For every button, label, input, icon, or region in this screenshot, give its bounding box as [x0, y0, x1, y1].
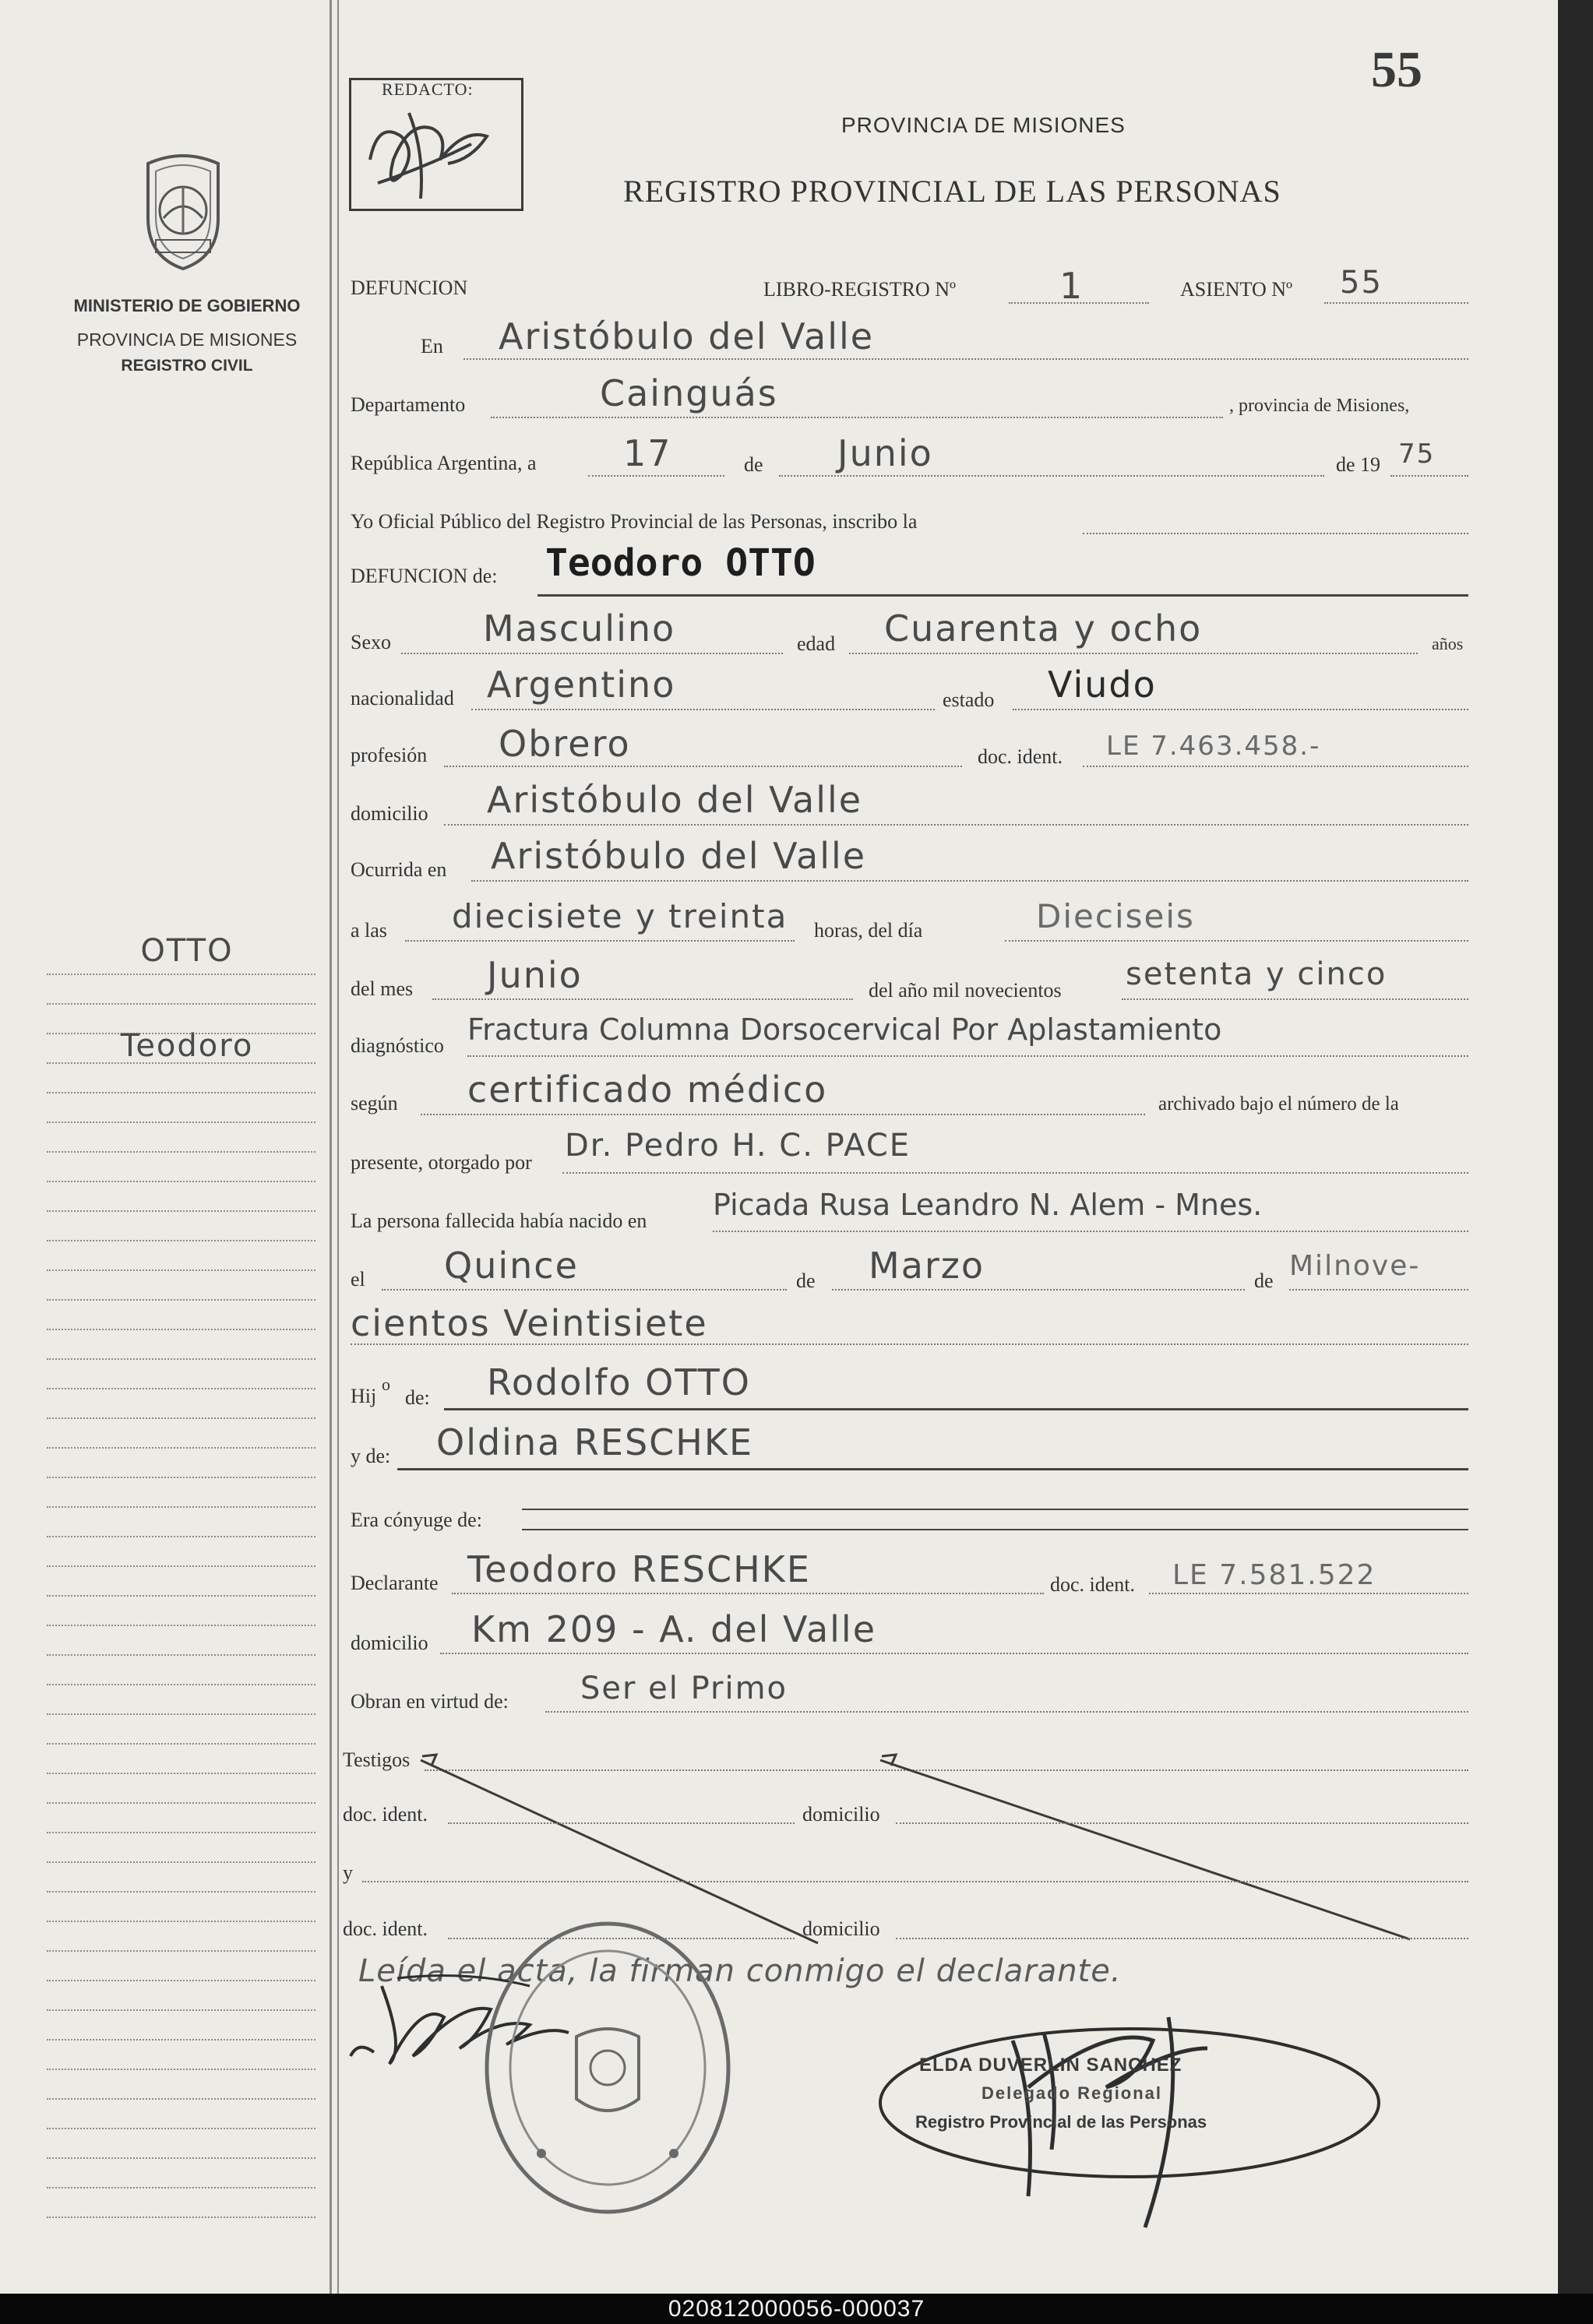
margin-dotted-line: [47, 1625, 315, 1626]
margin-dotted-line: [47, 1447, 315, 1449]
nacionalidad-value: Argentino: [487, 664, 676, 706]
testigo2-dom-label: domicilio: [802, 1917, 880, 1940]
hijo-de-label: de:: [405, 1386, 430, 1409]
mother-value: Oldina RESCHKE: [436, 1421, 754, 1463]
diagnostico-label: diagnóstico: [351, 1034, 444, 1057]
defuncion-de-label: DEFUNCION de:: [351, 565, 498, 587]
margin-dotted-line: [47, 1565, 315, 1567]
margin-dotted-line: [47, 1950, 315, 1952]
birth-year-value-1: Milnove-: [1289, 1250, 1421, 1282]
departamento-value: Cainguás: [600, 372, 778, 414]
sexo-label: Sexo: [351, 631, 391, 653]
en-label: En: [421, 335, 443, 357]
margin-dotted-line: [47, 1654, 315, 1656]
margin-dotted-line: [47, 2217, 315, 2218]
libro-value: 1: [1059, 265, 1084, 307]
margin-dotted-line: [47, 1713, 315, 1715]
margin-dotted-line: [47, 2128, 315, 2129]
a-las-value: diecisiete y treinta: [452, 897, 788, 935]
margin-dotted-line: [47, 1921, 315, 1922]
provincia-suffix: , provincia de Misiones,: [1229, 396, 1410, 416]
margin-dotted-line: [47, 1980, 315, 1981]
de2-label: de: [796, 1269, 816, 1292]
margin-dotted-line: [47, 1122, 315, 1123]
y-label: y: [343, 1861, 353, 1884]
nacionalidad-label: nacionalidad: [351, 687, 454, 710]
margin-dotted-line: [47, 2098, 315, 2100]
departamento-label: Departamento: [351, 393, 466, 416]
margin-dotted-line: [47, 2069, 315, 2070]
margin-dotted-line: [47, 1506, 315, 1508]
hijo-label: Hij: [351, 1385, 377, 1407]
diagnostico-value: Fractura Columna Dorsocervical Por Aplastamiento: [467, 1012, 1222, 1047]
scan-id-footer: 020812000056-000037: [0, 2294, 1593, 2324]
margin-dotted-line: [47, 1595, 315, 1597]
edad-label: edad: [797, 632, 836, 655]
testigo2-doc-label: doc. ident.: [343, 1917, 428, 1940]
closing-text: Leída el acta, la firman conmigo el declarante.: [358, 1953, 1122, 1989]
stamp-office: Registro Provincial de las Personas: [915, 2112, 1207, 2132]
ocurrida-value: Aristóbulo del Valle: [491, 835, 867, 877]
conyuge-label: Era cónyuge de:: [351, 1509, 482, 1531]
de-label: de: [744, 453, 763, 476]
provincial-crest-icon: [132, 148, 234, 273]
domicilio-value: Aristóbulo del Valle: [487, 779, 863, 821]
edad-value: Cuarenta y ocho: [884, 607, 1203, 650]
margin-dotted-line: [47, 2039, 315, 2041]
margin-dotted-line: [47, 2187, 315, 2188]
a-las-label: a las: [351, 919, 387, 942]
dia-value: Dieciseis: [1036, 897, 1195, 935]
margin-given-name: Teodoro: [120, 1028, 254, 1064]
margin-dotted-line: [47, 1684, 315, 1685]
estado-label: estado: [943, 688, 995, 711]
y-de-label: y de:: [351, 1445, 391, 1467]
margin-dotted-line: [47, 1388, 315, 1389]
ano-value: setenta y cinco: [1126, 956, 1387, 992]
declarante-value: Teodoro RESCHKE: [467, 1548, 811, 1590]
archivado-label: archivado bajo el número de la: [1158, 1093, 1399, 1114]
margin-dotted-line: [47, 1358, 315, 1360]
official-round-seal: [475, 1912, 740, 2224]
asiento-label: ASIENTO Nº: [1180, 278, 1293, 301]
header-province: PROVINCIA DE MISIONES: [841, 113, 1126, 137]
registry-label: REGISTRO CIVIL: [121, 357, 253, 375]
margin-dotted-line: [47, 1417, 315, 1419]
father-value: Rodolfo OTTO: [487, 1361, 751, 1403]
header-registry-title: REGISTRO PROVINCIAL DE LAS PERSONAS: [623, 174, 1281, 209]
republica-label: República Argentina, a: [351, 452, 537, 474]
margin-dotted-line: [47, 1743, 315, 1745]
el-label: el: [351, 1268, 365, 1291]
asiento-value: 55: [1340, 265, 1383, 301]
presente-label: presente, otorgado por: [351, 1151, 532, 1174]
margin-dotted-line: [47, 1092, 315, 1093]
libro-label: LIBRO-REGISTRO Nº: [763, 278, 957, 301]
province-label: PROVINCIA DE MISIONES: [76, 329, 298, 350]
month-value: Junio: [837, 432, 933, 474]
margin-dotted-line: [47, 1329, 315, 1330]
page-number: 55: [1371, 41, 1422, 98]
margin-dotted-line: [47, 974, 315, 975]
en-value: Aristóbulo del Valle: [499, 315, 875, 357]
margin-dotted-line: [47, 1861, 315, 1863]
day-value: 17: [623, 432, 672, 474]
del-mes-label: del mes: [351, 977, 414, 1000]
nacido-label: La persona fallecida había nacido en: [351, 1210, 647, 1232]
oficial-text: Yo Oficial Público del Registro Provincial de las Personas, inscribo la: [351, 510, 918, 533]
margin-dotted-line: [47, 1003, 315, 1005]
declarante-dom-label: domicilio: [351, 1632, 428, 1654]
margin-dotted-line: [47, 1802, 315, 1804]
margin-dotted-line: [47, 1832, 315, 1833]
redacto-label: REDACTO:: [382, 79, 474, 99]
margin-dotted-line: [47, 1299, 315, 1301]
record-type-label: DEFUNCION: [351, 276, 468, 299]
redacto-signature: [354, 90, 510, 206]
doc-value: LE 7.463.458.-: [1106, 731, 1321, 762]
margin-dotted-line: [47, 1240, 315, 1241]
margin-dotted-line: [47, 1536, 315, 1537]
domicilio-label: domicilio: [351, 802, 428, 825]
margin-dotted-line: [47, 1891, 315, 1893]
testigo1-doc-label: doc. ident.: [343, 1803, 428, 1826]
segun-value: certificado médico: [467, 1069, 828, 1111]
hijo-suffix: o: [382, 1375, 390, 1394]
mes-value: Junio: [487, 954, 583, 996]
ocurrida-label: Ocurrida en: [351, 858, 447, 881]
birth-year-value-2: cientos Veintisiete: [351, 1302, 708, 1344]
margin-dotted-line: [47, 1151, 315, 1153]
testigos-label: Testigos: [343, 1748, 411, 1771]
estado-value: Viudo: [1048, 664, 1157, 706]
nacido-value: Picada Rusa Leandro N. Alem - Mnes.: [713, 1188, 1263, 1222]
de3-label: de: [1254, 1269, 1274, 1292]
stamp-official-name: ELDA DUVERLIN SANCHEZ: [919, 2055, 1182, 2076]
deceased-name: Teodoro OTTO: [545, 541, 816, 585]
margin-dotted-line: [47, 1210, 315, 1212]
birth-month-value: Marzo: [869, 1245, 985, 1287]
segun-label: según: [351, 1092, 398, 1114]
stamp-title: Delegado Regional: [982, 2083, 1163, 2103]
anos-label: años: [1432, 634, 1464, 653]
profesion-value: Obrero: [499, 723, 631, 765]
declarante-label: Declarante: [351, 1572, 439, 1594]
obran-label: Obran en virtud de:: [351, 1690, 509, 1713]
year-value: 75: [1398, 438, 1436, 470]
profesion-label: profesión: [351, 744, 428, 766]
birth-day-value: Quince: [444, 1245, 579, 1287]
testigo1-dom-label: domicilio: [802, 1803, 880, 1826]
presente-value: Dr. Pedro H. C. PACE: [565, 1128, 911, 1164]
margin-dotted-line: [47, 1269, 315, 1271]
margin-dotted-line: [47, 1773, 315, 1774]
sexo-value: Masculino: [483, 607, 676, 650]
year-label: de 19: [1336, 453, 1381, 476]
margin-dotted-line: [47, 1181, 315, 1182]
margin-dotted-line: [47, 2009, 315, 2011]
ministry-label: MINISTERIO DE GOBIERNO: [73, 296, 301, 315]
declarante-dom-value: Km 209 - A. del Valle: [471, 1608, 876, 1650]
margin-dotted-line: [47, 2157, 315, 2159]
del-ano-label: del año mil novecientos: [869, 979, 1062, 1002]
doc-label: doc. ident.: [978, 745, 1063, 768]
declarante-doc-value: LE 7.581.522: [1172, 1559, 1376, 1591]
horas-label: horas, del día: [814, 919, 923, 942]
margin-surname: OTTO: [140, 933, 234, 969]
margin-dotted-line: [47, 1477, 315, 1478]
declarante-doc-label: doc. ident.: [1050, 1573, 1136, 1596]
binding-edge: [1558, 0, 1593, 2294]
obran-value: Ser el Primo: [580, 1671, 788, 1706]
